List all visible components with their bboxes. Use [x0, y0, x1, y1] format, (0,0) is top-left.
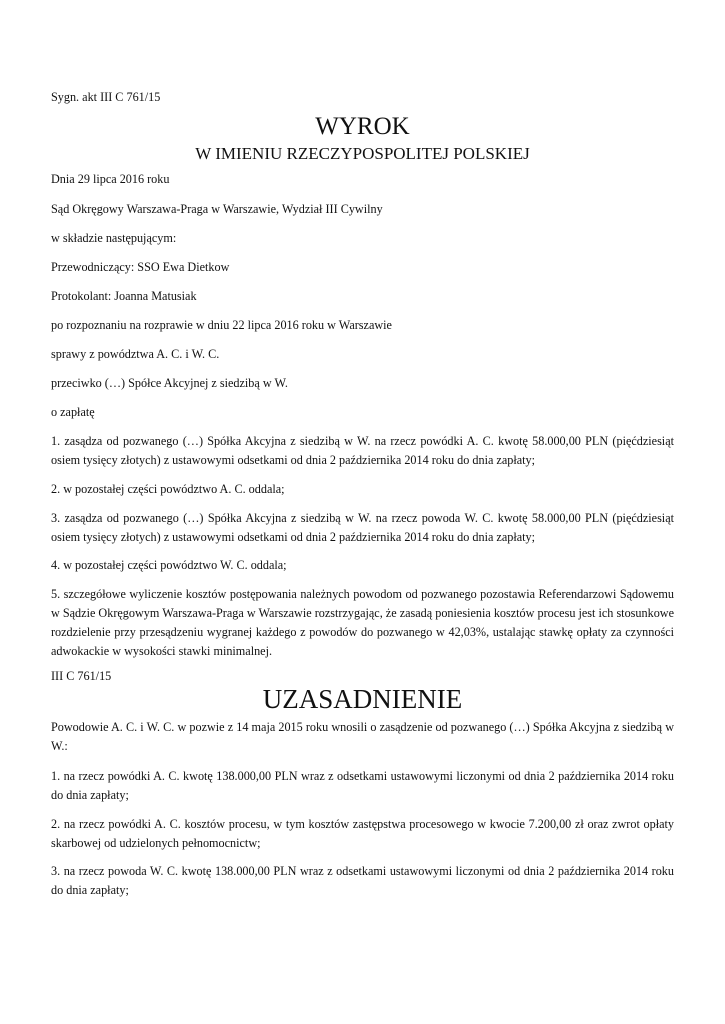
verdict-item-1: 1. zasądza od pozwanego (…) Spółka Akcyjna z siedzibą w W. na rzecz powódki A. C. kwotę 58.000,00 PLN (pięćdziesiąt osiem tysięcy złotych) z ustawowymi odsetkami od dnia 2 października 2014 roku do dnia zapłaty; — [51, 434, 674, 467]
justification-item-2: 2. na rzecz powódki A. C. kosztów procesu, w tym kosztów zastępstwa procesowego w kwocie 7.200,00 zł oraz zwrot opłaty skarbowej od udzielonych pełnomocnictw; — [51, 817, 674, 850]
justification-title: UZASADNIENIE — [262, 684, 463, 714]
verdict-date: Dnia 29 lipca 2016 roku — [51, 172, 170, 186]
justification-item-1: 1. na rzecz powódki A. C. kwotę 138.000,00 PLN wraz z odsetkami ustawowymi liczonymi od dnia 2 października 2014 roku do dnia zapłaty; — [51, 769, 674, 802]
case-subject: o zapłatę — [51, 405, 95, 419]
verdict-item-4: 4. w pozostałej części powództwo W. C. oddala; — [51, 558, 287, 572]
justification-intro: Powodowie A. C. i W. C. w pozwie z 14 maja 2015 roku wnosili o zasądzenie od pozwanego (…) Spółka Akcyjna z siedzibą w W.: — [51, 720, 674, 753]
hearing-info: po rozpoznaniu na rozprawie w dniu 22 lipca 2016 roku w Warszawie — [51, 318, 392, 332]
composition-label: w składzie następującym: — [51, 231, 177, 245]
case-reference: Sygn. akt III C 761/15 — [51, 90, 161, 104]
verdict-title: WYROK — [315, 113, 410, 140]
verdict-item-5: 5. szczegółowe wyliczenie kosztów postępowania należnych powodom od pozwanego pozostawia Referendarzowi Sądowemu w Sądzie Okręgowym Warszawa-Praga w Warszawie rozstrzygając, że zasadą poniesienia kosztów procesu jest ich stosunkowe rozdzielenie przy przesądzeniu wygranej każdego z powodów do pozwanego w 42,03%, ustalając stawkę opłaty za czynności adwokackie w wysokości stawki minimalnej. — [51, 587, 674, 658]
court-name: Sąd Okręgowy Warszawa-Praga w Warszawie, Wydział III Cywilny — [51, 202, 383, 216]
verdict-item-3: 3. zasądza od pozwanego (…) Spółka Akcyjna z siedzibą w W. na rzecz powoda W. C. kwotę 58.000,00 PLN (pięćdziesiąt osiem tysięcy złotych) z ustawowymi odsetkami od dnia 2 października 2014 roku do dnia zapłaty; — [51, 511, 674, 544]
court-clerk: Protokolant: Joanna Matusiak — [51, 289, 197, 303]
presiding-judge: Przewodniczący: SSO Ewa Dietkow — [51, 260, 230, 274]
justification-item-3: 3. na rzecz powoda W. C. kwotę 138.000,00 PLN wraz z odsetkami ustawowymi liczonymi od dnia 2 października 2014 roku do dnia zapłaty; — [51, 864, 674, 897]
defendant: przeciwko (…) Spółce Akcyjnej z siedzibą w W. — [51, 376, 288, 390]
case-reference-second: III C 761/15 — [51, 669, 112, 683]
verdict-subtitle: W IMIENIU RZECZYPOSPOLITEJ POLSKIEJ — [195, 144, 530, 163]
verdict-item-2: 2. w pozostałej części powództwo A. C. oddala; — [51, 482, 285, 496]
case-parties: sprawy z powództwa A. C. i W. C. — [51, 347, 220, 361]
